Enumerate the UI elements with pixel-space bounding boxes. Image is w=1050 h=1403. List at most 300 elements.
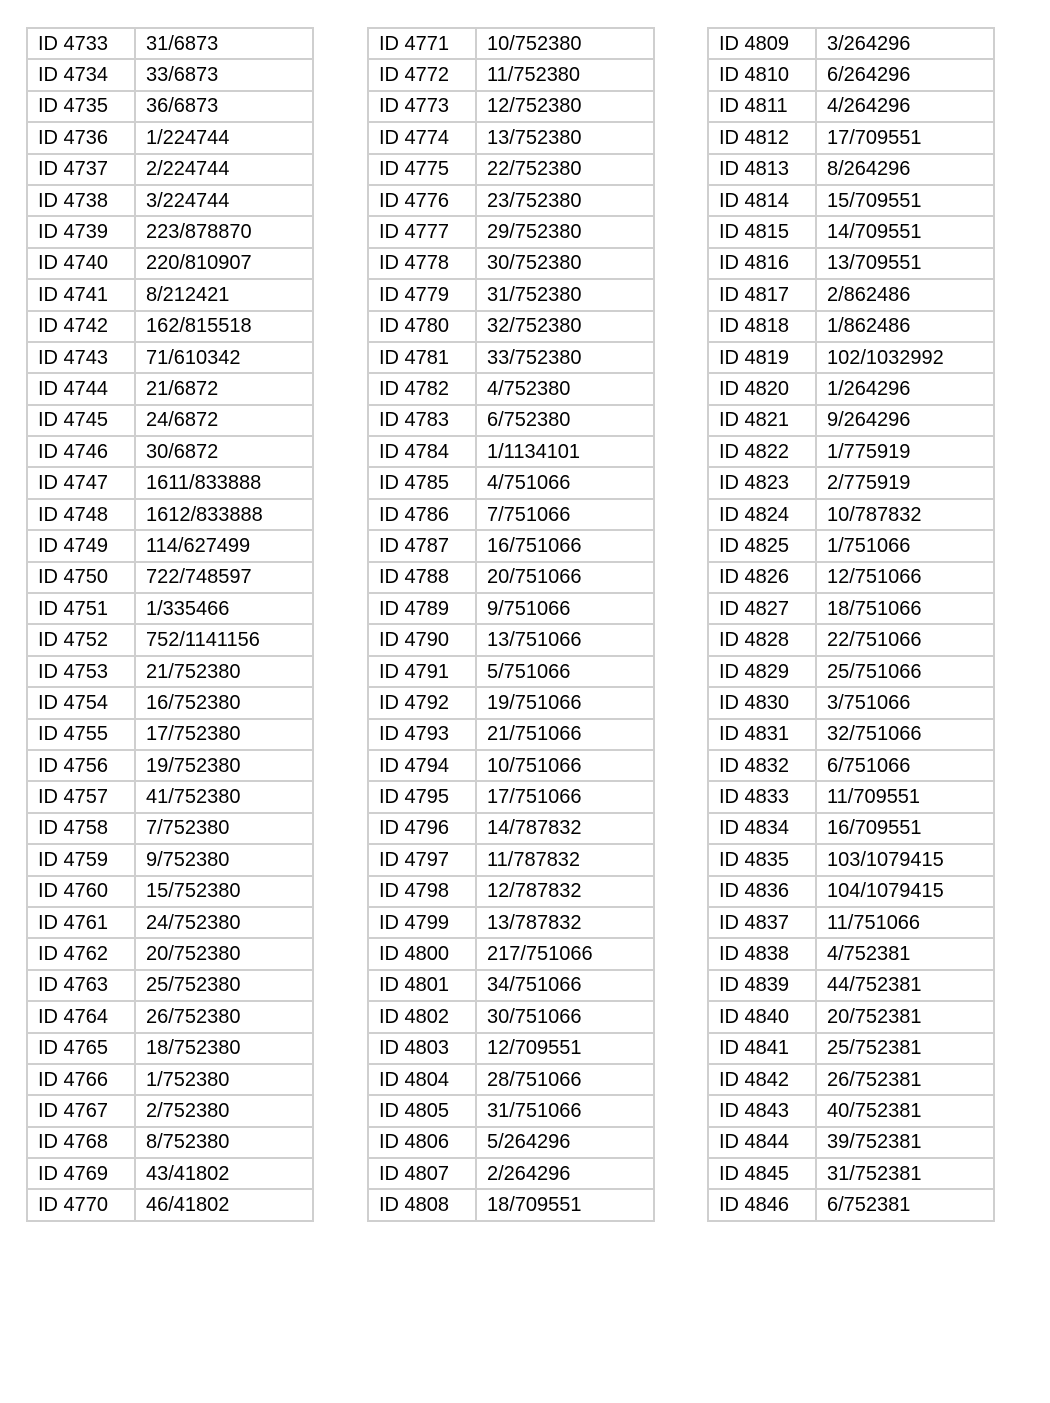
value-cell: 12/787832 <box>476 876 654 907</box>
id-cell: ID 4837 <box>708 907 816 938</box>
id-cell: ID 4805 <box>368 1095 476 1126</box>
value-cell: 25/751066 <box>816 656 994 687</box>
value-cell: 114/627499 <box>135 530 313 561</box>
id-cell: ID 4746 <box>27 436 135 467</box>
table-row <box>368 1001 654 1032</box>
value-cell: 2/264296 <box>476 1158 654 1189</box>
id-cell: ID 4777 <box>368 216 476 247</box>
id-cell: ID 4802 <box>368 1001 476 1032</box>
table-row <box>708 1064 994 1095</box>
id-cell: ID 4791 <box>368 656 476 687</box>
id-cell: ID 4741 <box>27 279 135 310</box>
id-cell: ID 4792 <box>368 687 476 718</box>
id-cell: ID 4773 <box>368 91 476 122</box>
value-cell: 18/751066 <box>816 593 994 624</box>
value-cell: 19/752380 <box>135 750 313 781</box>
value-cell: 31/752380 <box>476 279 654 310</box>
value-cell: 8/212421 <box>135 279 313 310</box>
id-cell: ID 4819 <box>708 342 816 373</box>
id-cell: ID 4783 <box>368 405 476 436</box>
table-row <box>368 122 654 153</box>
table-body <box>368 28 654 1221</box>
id-cell: ID 4736 <box>27 122 135 153</box>
value-cell: 30/752380 <box>476 248 654 279</box>
value-cell: 6/752380 <box>476 405 654 436</box>
value-cell: 41/752380 <box>135 781 313 812</box>
id-cell: ID 4748 <box>27 499 135 530</box>
value-cell: 31/751066 <box>476 1095 654 1126</box>
id-cell: ID 4809 <box>708 28 816 59</box>
table-row <box>368 1095 654 1126</box>
id-cell: ID 4838 <box>708 938 816 969</box>
value-cell: 223/878870 <box>135 216 313 247</box>
table-row <box>368 876 654 907</box>
id-cell: ID 4846 <box>708 1189 816 1220</box>
id-cell: ID 4761 <box>27 907 135 938</box>
id-cell: ID 4787 <box>368 530 476 561</box>
table-row <box>368 687 654 718</box>
id-cell: ID 4744 <box>27 373 135 404</box>
table-row <box>27 467 313 498</box>
table-row <box>708 938 994 969</box>
value-cell: 1/775919 <box>816 436 994 467</box>
table-row <box>708 1001 994 1032</box>
id-cell: ID 4762 <box>27 938 135 969</box>
value-cell: 1611/833888 <box>135 467 313 498</box>
id-cell: ID 4821 <box>708 405 816 436</box>
value-cell: 220/810907 <box>135 248 313 279</box>
table-row <box>27 122 313 153</box>
id-cell: ID 4785 <box>368 467 476 498</box>
value-cell: 39/752381 <box>816 1127 994 1158</box>
value-cell: 2/224744 <box>135 154 313 185</box>
table-row <box>708 750 994 781</box>
id-cell: ID 4747 <box>27 467 135 498</box>
id-cell: ID 4826 <box>708 562 816 593</box>
id-cell: ID 4842 <box>708 1064 816 1095</box>
id-cell: ID 4789 <box>368 593 476 624</box>
value-cell: 43/41802 <box>135 1158 313 1189</box>
table-row <box>708 1158 994 1189</box>
table-row <box>708 405 994 436</box>
table-row <box>27 154 313 185</box>
value-cell: 14/787832 <box>476 813 654 844</box>
id-cell: ID 4841 <box>708 1033 816 1064</box>
table-row <box>368 907 654 938</box>
table-row <box>708 185 994 216</box>
table-row <box>708 342 994 373</box>
table-row <box>368 499 654 530</box>
value-cell: 32/751066 <box>816 719 994 750</box>
id-cell: ID 4745 <box>27 405 135 436</box>
value-cell: 4/752381 <box>816 938 994 969</box>
id-cell: ID 4774 <box>368 122 476 153</box>
value-cell: 29/752380 <box>476 216 654 247</box>
table-row <box>27 436 313 467</box>
id-cell: ID 4775 <box>368 154 476 185</box>
id-cell: ID 4813 <box>708 154 816 185</box>
table-row <box>368 279 654 310</box>
table-row <box>708 687 994 718</box>
value-cell: 13/709551 <box>816 248 994 279</box>
id-table-middle <box>367 27 655 1222</box>
table-body <box>708 28 994 1221</box>
table-row <box>708 970 994 1001</box>
table-row <box>708 499 994 530</box>
value-cell: 17/751066 <box>476 781 654 812</box>
id-cell: ID 4790 <box>368 624 476 655</box>
table-row <box>27 342 313 373</box>
id-cell: ID 4765 <box>27 1033 135 1064</box>
id-cell: ID 4749 <box>27 530 135 561</box>
table-row <box>708 876 994 907</box>
value-cell: 1/264296 <box>816 373 994 404</box>
value-cell: 104/1079415 <box>816 876 994 907</box>
value-cell: 4/751066 <box>476 467 654 498</box>
table-row <box>708 907 994 938</box>
id-cell: ID 4796 <box>368 813 476 844</box>
id-cell: ID 4831 <box>708 719 816 750</box>
value-cell: 1/751066 <box>816 530 994 561</box>
id-cell: ID 4780 <box>368 311 476 342</box>
id-table-left <box>26 27 314 1222</box>
table-row <box>708 656 994 687</box>
table-row <box>708 28 994 59</box>
value-cell: 12/709551 <box>476 1033 654 1064</box>
id-cell: ID 4793 <box>368 719 476 750</box>
value-cell: 8/752380 <box>135 1127 313 1158</box>
id-cell: ID 4814 <box>708 185 816 216</box>
table-row <box>27 1095 313 1126</box>
value-cell: 162/815518 <box>135 311 313 342</box>
table-row <box>368 342 654 373</box>
value-cell: 34/751066 <box>476 970 654 1001</box>
table-row <box>27 624 313 655</box>
table-row <box>368 248 654 279</box>
id-cell: ID 4758 <box>27 813 135 844</box>
table-row <box>368 1158 654 1189</box>
table-row <box>708 373 994 404</box>
id-cell: ID 4834 <box>708 813 816 844</box>
id-cell: ID 4797 <box>368 844 476 875</box>
id-cell: ID 4750 <box>27 562 135 593</box>
value-cell: 18/752380 <box>135 1033 313 1064</box>
id-cell: ID 4806 <box>368 1127 476 1158</box>
id-cell: ID 4755 <box>27 719 135 750</box>
table-row <box>708 719 994 750</box>
table-row <box>27 185 313 216</box>
id-cell: ID 4779 <box>368 279 476 310</box>
table-row <box>368 781 654 812</box>
table-row <box>708 1095 994 1126</box>
id-cell: ID 4760 <box>27 876 135 907</box>
table-row <box>27 216 313 247</box>
table-row <box>708 562 994 593</box>
table-row <box>368 373 654 404</box>
table-row <box>27 1001 313 1032</box>
value-cell: 13/752380 <box>476 122 654 153</box>
id-cell: ID 4800 <box>368 938 476 969</box>
id-cell: ID 4840 <box>708 1001 816 1032</box>
value-cell: 30/751066 <box>476 1001 654 1032</box>
value-cell: 26/752381 <box>816 1064 994 1095</box>
table-row <box>368 1033 654 1064</box>
id-cell: ID 4799 <box>368 907 476 938</box>
value-cell: 30/6872 <box>135 436 313 467</box>
value-cell: 44/752381 <box>816 970 994 1001</box>
value-cell: 10/752380 <box>476 28 654 59</box>
value-cell: 19/751066 <box>476 687 654 718</box>
value-cell: 17/752380 <box>135 719 313 750</box>
id-cell: ID 4812 <box>708 122 816 153</box>
value-cell: 17/709551 <box>816 122 994 153</box>
id-cell: ID 4816 <box>708 248 816 279</box>
value-cell: 16/752380 <box>135 687 313 718</box>
value-cell: 15/752380 <box>135 876 313 907</box>
value-cell: 21/751066 <box>476 719 654 750</box>
value-cell: 752/1141156 <box>135 624 313 655</box>
value-cell: 6/264296 <box>816 59 994 90</box>
value-cell: 217/751066 <box>476 938 654 969</box>
table-row <box>368 216 654 247</box>
table-row <box>368 91 654 122</box>
table-row <box>708 624 994 655</box>
value-cell: 33/6873 <box>135 59 313 90</box>
value-cell: 3/264296 <box>816 28 994 59</box>
id-cell: ID 4804 <box>368 1064 476 1095</box>
table-row <box>368 467 654 498</box>
value-cell: 40/752381 <box>816 1095 994 1126</box>
table-row <box>368 1127 654 1158</box>
id-cell: ID 4771 <box>368 28 476 59</box>
table-row <box>368 593 654 624</box>
id-cell: ID 4833 <box>708 781 816 812</box>
value-cell: 25/752381 <box>816 1033 994 1064</box>
table-row <box>27 405 313 436</box>
table-row <box>708 813 994 844</box>
id-cell: ID 4764 <box>27 1001 135 1032</box>
value-cell: 21/6872 <box>135 373 313 404</box>
value-cell: 1612/833888 <box>135 499 313 530</box>
value-cell: 7/751066 <box>476 499 654 530</box>
table-row <box>368 436 654 467</box>
value-cell: 8/264296 <box>816 154 994 185</box>
id-cell: ID 4807 <box>368 1158 476 1189</box>
id-cell: ID 4823 <box>708 467 816 498</box>
table-row <box>708 311 994 342</box>
value-cell: 11/752380 <box>476 59 654 90</box>
value-cell: 2/775919 <box>816 467 994 498</box>
table-row <box>27 593 313 624</box>
value-cell: 4/264296 <box>816 91 994 122</box>
value-cell: 16/751066 <box>476 530 654 561</box>
value-cell: 5/264296 <box>476 1127 654 1158</box>
value-cell: 722/748597 <box>135 562 313 593</box>
id-cell: ID 4786 <box>368 499 476 530</box>
table-row <box>708 844 994 875</box>
table-row <box>27 1189 313 1220</box>
table-row <box>27 279 313 310</box>
value-cell: 102/1032992 <box>816 342 994 373</box>
value-cell: 10/787832 <box>816 499 994 530</box>
id-cell: ID 4742 <box>27 311 135 342</box>
value-cell: 6/752381 <box>816 1189 994 1220</box>
id-cell: ID 4817 <box>708 279 816 310</box>
value-cell: 33/752380 <box>476 342 654 373</box>
table-row <box>368 59 654 90</box>
value-cell: 71/610342 <box>135 342 313 373</box>
value-cell: 2/862486 <box>816 279 994 310</box>
id-cell: ID 4843 <box>708 1095 816 1126</box>
id-cell: ID 4827 <box>708 593 816 624</box>
id-cell: ID 4839 <box>708 970 816 1001</box>
id-cell: ID 4766 <box>27 1064 135 1095</box>
value-cell: 1/1134101 <box>476 436 654 467</box>
value-cell: 25/752380 <box>135 970 313 1001</box>
value-cell: 46/41802 <box>135 1189 313 1220</box>
id-cell: ID 4782 <box>368 373 476 404</box>
table-row <box>368 311 654 342</box>
value-cell: 31/752381 <box>816 1158 994 1189</box>
table-row <box>708 216 994 247</box>
table-row <box>368 28 654 59</box>
id-cell: ID 4828 <box>708 624 816 655</box>
value-cell: 23/752380 <box>476 185 654 216</box>
table-row <box>27 844 313 875</box>
value-cell: 11/751066 <box>816 907 994 938</box>
table-row <box>27 562 313 593</box>
value-cell: 20/752381 <box>816 1001 994 1032</box>
table-row <box>708 467 994 498</box>
table-row <box>708 59 994 90</box>
id-cell: ID 4788 <box>368 562 476 593</box>
id-cell: ID 4739 <box>27 216 135 247</box>
table-row <box>27 311 313 342</box>
id-cell: ID 4740 <box>27 248 135 279</box>
value-cell: 20/751066 <box>476 562 654 593</box>
table-row <box>368 938 654 969</box>
table-row <box>368 719 654 750</box>
id-cell: ID 4836 <box>708 876 816 907</box>
table-row <box>368 562 654 593</box>
table-row <box>27 907 313 938</box>
id-cell: ID 4794 <box>368 750 476 781</box>
value-cell: 24/6872 <box>135 405 313 436</box>
value-cell: 18/709551 <box>476 1189 654 1220</box>
value-cell: 103/1079415 <box>816 844 994 875</box>
value-cell: 1/224744 <box>135 122 313 153</box>
id-cell: ID 4769 <box>27 1158 135 1189</box>
table-row <box>708 154 994 185</box>
table-row <box>708 593 994 624</box>
table-body <box>27 28 313 1221</box>
id-cell: ID 4808 <box>368 1189 476 1220</box>
value-cell: 10/751066 <box>476 750 654 781</box>
table-row <box>27 938 313 969</box>
id-cell: ID 4822 <box>708 436 816 467</box>
id-cell: ID 4751 <box>27 593 135 624</box>
value-cell: 2/752380 <box>135 1095 313 1126</box>
value-cell: 3/224744 <box>135 185 313 216</box>
id-cell: ID 4763 <box>27 970 135 1001</box>
id-cell: ID 4776 <box>368 185 476 216</box>
table-row <box>27 687 313 718</box>
id-cell: ID 4759 <box>27 844 135 875</box>
id-cell: ID 4768 <box>27 1127 135 1158</box>
table-row <box>368 624 654 655</box>
id-cell: ID 4752 <box>27 624 135 655</box>
id-cell: ID 4738 <box>27 185 135 216</box>
table-row <box>27 248 313 279</box>
table-row <box>27 750 313 781</box>
value-cell: 3/751066 <box>816 687 994 718</box>
table-row <box>27 530 313 561</box>
table-row <box>27 813 313 844</box>
id-cell: ID 4767 <box>27 1095 135 1126</box>
table-row <box>27 970 313 1001</box>
value-cell: 4/752380 <box>476 373 654 404</box>
value-cell: 1/752380 <box>135 1064 313 1095</box>
table-row <box>27 1064 313 1095</box>
value-cell: 21/752380 <box>135 656 313 687</box>
table-row <box>368 813 654 844</box>
id-cell: ID 4829 <box>708 656 816 687</box>
value-cell: 22/752380 <box>476 154 654 185</box>
table-row <box>708 122 994 153</box>
table-row <box>27 781 313 812</box>
value-cell: 11/709551 <box>816 781 994 812</box>
id-cell: ID 4781 <box>368 342 476 373</box>
id-cell: ID 4743 <box>27 342 135 373</box>
id-cell: ID 4753 <box>27 656 135 687</box>
id-cell: ID 4784 <box>368 436 476 467</box>
table-row <box>708 1189 994 1220</box>
value-cell: 13/751066 <box>476 624 654 655</box>
id-cell: ID 4778 <box>368 248 476 279</box>
value-cell: 6/751066 <box>816 750 994 781</box>
table-row <box>27 91 313 122</box>
id-cell: ID 4815 <box>708 216 816 247</box>
table-row <box>27 373 313 404</box>
id-cell: ID 4754 <box>27 687 135 718</box>
id-cell: ID 4803 <box>368 1033 476 1064</box>
value-cell: 9/264296 <box>816 405 994 436</box>
value-cell: 28/751066 <box>476 1064 654 1095</box>
table-row <box>27 59 313 90</box>
id-cell: ID 4756 <box>27 750 135 781</box>
id-cell: ID 4798 <box>368 876 476 907</box>
table-row <box>27 28 313 59</box>
table-row <box>708 248 994 279</box>
id-cell: ID 4832 <box>708 750 816 781</box>
id-cell: ID 4770 <box>27 1189 135 1220</box>
value-cell: 14/709551 <box>816 216 994 247</box>
id-table-right <box>707 27 995 1222</box>
id-cell: ID 4735 <box>27 91 135 122</box>
value-cell: 15/709551 <box>816 185 994 216</box>
value-cell: 13/787832 <box>476 907 654 938</box>
table-row <box>708 1127 994 1158</box>
table-row <box>27 499 313 530</box>
table-row <box>368 844 654 875</box>
value-cell: 24/752380 <box>135 907 313 938</box>
table-row <box>27 1033 313 1064</box>
id-cell: ID 4810 <box>708 59 816 90</box>
value-cell: 1/862486 <box>816 311 994 342</box>
table-row <box>27 656 313 687</box>
id-cell: ID 4820 <box>708 373 816 404</box>
table-row <box>368 656 654 687</box>
